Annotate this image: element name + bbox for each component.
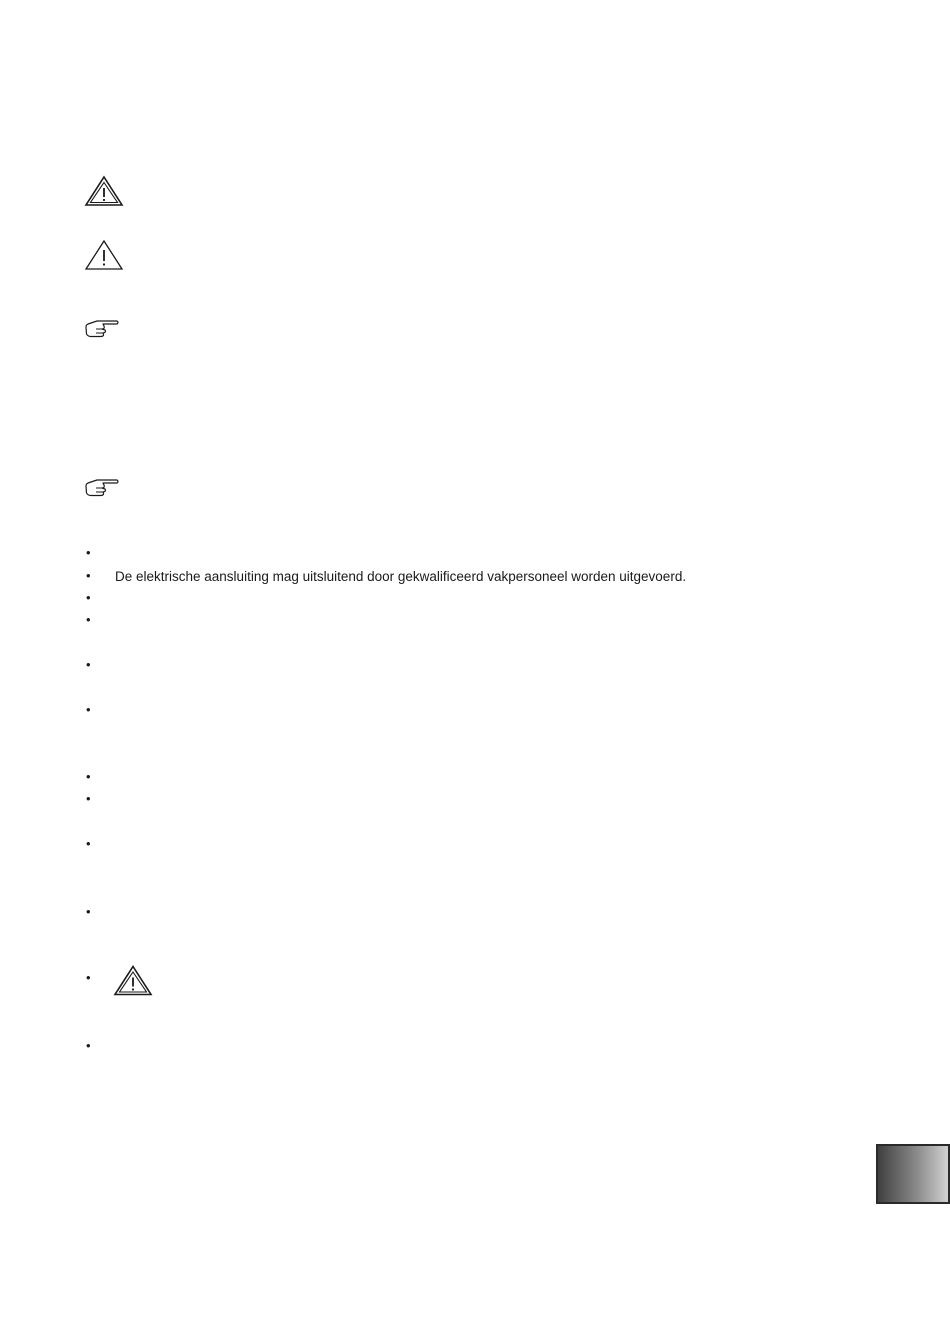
list-bullet <box>86 1040 94 1052</box>
list-bullet <box>86 793 94 805</box>
list-item: De elektrische aansluiting mag uitsluitend door gekwalificeerd vakpersoneel worden uitgevoerd. <box>115 569 687 584</box>
list-bullet <box>86 972 94 984</box>
list-bullet <box>86 614 94 626</box>
list-bullet <box>86 547 94 559</box>
list-bullet <box>86 704 94 716</box>
list-bullet <box>86 592 94 604</box>
danger-warning-icon <box>113 964 153 997</box>
caution-warning-icon <box>84 239 124 271</box>
page-side-tab <box>876 1144 950 1204</box>
note-hand-icon <box>84 318 120 340</box>
danger-warning-icon <box>84 175 124 207</box>
note-hand-icon <box>84 477 120 499</box>
list-bullet <box>86 771 94 783</box>
list-bullet <box>86 659 94 671</box>
list-bullet <box>86 906 94 918</box>
list-bullet <box>86 570 94 582</box>
list-bullet <box>86 838 94 850</box>
